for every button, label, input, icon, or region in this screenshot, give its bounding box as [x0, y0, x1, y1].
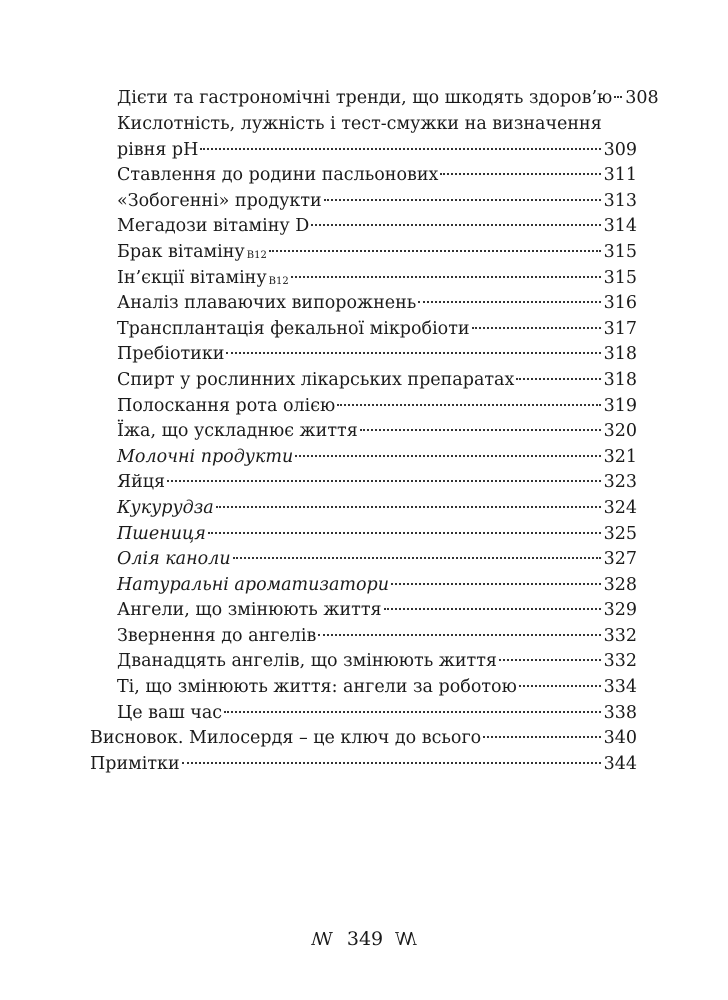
toc-entry	[90, 496, 637, 522]
toc-entry	[90, 342, 637, 368]
dot-leader	[295, 455, 600, 457]
dot-leader	[182, 762, 601, 764]
dot-leader	[208, 532, 601, 534]
toc-entry-title: Дієти та гастрономічні тренди, що шкодять здоров’ю	[117, 88, 613, 108]
dot-leader	[200, 148, 600, 150]
dot-leader	[324, 199, 601, 201]
toc-entry	[90, 138, 637, 164]
toc-entry-title: Спирт у рослинних лікарських препаратах	[117, 369, 515, 390]
toc-entry	[90, 394, 637, 420]
toc-entry-title: Олія каноли	[117, 549, 231, 570]
toc-entry-title: Натуральні ароматизатори	[117, 574, 389, 595]
toc-entry-page: 340	[603, 728, 637, 749]
vitamin-subscript: B12	[268, 275, 289, 287]
toc-entry	[90, 291, 637, 317]
toc-entry-title: Мегадози вітаміну D	[117, 216, 310, 237]
toc-entry-title: Аналіз плаваючих випорожнень	[117, 293, 417, 314]
toc-entry	[90, 598, 637, 624]
dot-leader	[483, 736, 600, 738]
toc-entry-page: 323	[603, 472, 637, 493]
toc-entry-page: 316	[603, 293, 637, 314]
dot-leader	[226, 352, 600, 354]
toc-entry-title: Пшениця	[117, 523, 206, 544]
toc-entry	[90, 240, 637, 266]
ornament-right-icon: ꟿ	[395, 929, 417, 950]
dot-leader	[391, 583, 601, 585]
dot-leader	[440, 173, 600, 175]
dot-leader	[418, 301, 600, 303]
dot-leader	[360, 429, 601, 431]
toc-entry-page: 311	[603, 165, 637, 186]
toc-entry-title: Дванадцять ангелів, що змінюють життя	[117, 651, 497, 672]
toc-entry	[90, 624, 637, 650]
toc-entry-page: 332	[603, 651, 637, 672]
toc-entry-page: 327	[603, 549, 637, 570]
toc-entry	[90, 317, 637, 343]
toc-entry	[90, 470, 637, 496]
toc-entry-title: Кислотність, лужність і тест-смужки на визначення	[117, 113, 602, 134]
vitamin-subscript: B12	[246, 249, 267, 261]
toc-entry-title: Полоскання рота олією	[117, 395, 336, 416]
toc-entry-title: Трансплантація фекальної мікробіоти	[117, 318, 470, 339]
toc-entry-title: Їжа, що ускладнює життя	[117, 421, 358, 442]
toc-entry-page: 309	[603, 139, 637, 160]
toc-entry-title: Ангели, що змінюють життя	[117, 600, 382, 621]
dot-leader	[233, 557, 601, 559]
toc-entry	[90, 419, 637, 445]
toc-entry-line	[90, 112, 637, 138]
toc-entry	[90, 752, 637, 778]
page-footer	[0, 928, 728, 950]
dot-leader	[167, 480, 601, 482]
toc-entry	[90, 163, 637, 189]
toc-entry-page: 324	[603, 497, 637, 518]
toc-entry-page: 315	[603, 241, 637, 262]
toc-entry-page: 328	[603, 574, 637, 595]
toc-entry-page: 317	[603, 318, 637, 339]
toc-entry-page: 325	[603, 523, 637, 544]
toc-entry-page: 334	[603, 677, 637, 698]
toc-entry-title: Ставлення до родини пасльонових	[117, 165, 439, 186]
toc-entry-title: Це ваш час	[117, 702, 223, 723]
toc-entry-title: Пребіотики	[117, 344, 225, 365]
toc-entry-page: 319	[603, 395, 637, 416]
toc-entry	[90, 675, 637, 701]
toc-entry-title	[117, 240, 267, 269]
dot-leader	[269, 250, 601, 252]
toc-entry	[90, 726, 637, 752]
dot-leader	[337, 404, 600, 406]
toc-entry-page: 321	[603, 446, 637, 467]
toc-entry-title-continued: рівня pH	[117, 139, 199, 160]
toc-entry-title: Звернення до ангелів	[117, 625, 317, 646]
toc-entry-page: 344	[603, 753, 637, 774]
toc-entry	[90, 266, 637, 292]
dot-leader	[614, 96, 622, 98]
toc-entry	[90, 701, 637, 727]
toc-entry-title-text: Брак вітаміну	[117, 241, 245, 262]
toc-entry-title: Примітки	[90, 753, 180, 774]
dot-leader	[519, 685, 601, 687]
dot-leader	[291, 276, 601, 278]
toc-entry-page: 338	[603, 702, 637, 723]
toc-entry-title: «Зобогенні» продукти	[117, 190, 322, 211]
toc-entry	[90, 547, 637, 573]
toc-entry	[90, 189, 637, 215]
dot-leader	[516, 378, 600, 380]
toc-entry-page: 313	[603, 190, 637, 211]
dot-leader	[499, 659, 601, 661]
ornament-left-icon: ꟿ	[311, 929, 333, 950]
toc-entry-title: Кукурудза	[117, 497, 214, 518]
toc-entry-page: 329	[603, 600, 637, 621]
dot-leader	[224, 711, 600, 713]
toc-entry-page: 315	[603, 267, 637, 288]
toc-entry-page: 318	[603, 344, 637, 365]
toc-entry	[90, 445, 637, 471]
toc-entry	[90, 573, 637, 599]
toc-entry	[90, 522, 637, 548]
toc-entry	[90, 86, 659, 112]
toc-entry	[90, 214, 637, 240]
toc-entry-page: 332	[603, 625, 637, 646]
toc-entry-title: Яйця	[117, 472, 166, 493]
toc-entry-page: 308	[625, 88, 659, 108]
toc-entry-title: Висновок. Милосердя – це ключ до всього	[90, 728, 482, 749]
dot-leader	[216, 506, 601, 508]
toc-entry-title: Молочні продукти	[117, 446, 294, 467]
toc-entry	[90, 649, 637, 675]
page-number: 349	[346, 928, 384, 950]
dot-leader	[318, 634, 600, 636]
toc-entry	[90, 368, 637, 394]
table-of-contents	[90, 86, 659, 777]
toc-entry-page: 314	[603, 216, 637, 237]
dot-leader	[472, 327, 601, 329]
toc-entry-title: Ті, що змінюють життя: ангели за роботою	[117, 677, 517, 698]
toc-entry-title-text: Ін’єкції вітаміну	[117, 267, 267, 288]
toc-entry-title	[117, 266, 289, 295]
toc-entry-page: 320	[603, 421, 637, 442]
toc-entry-page: 318	[603, 369, 637, 390]
dot-leader	[384, 608, 601, 610]
dot-leader	[311, 224, 600, 226]
